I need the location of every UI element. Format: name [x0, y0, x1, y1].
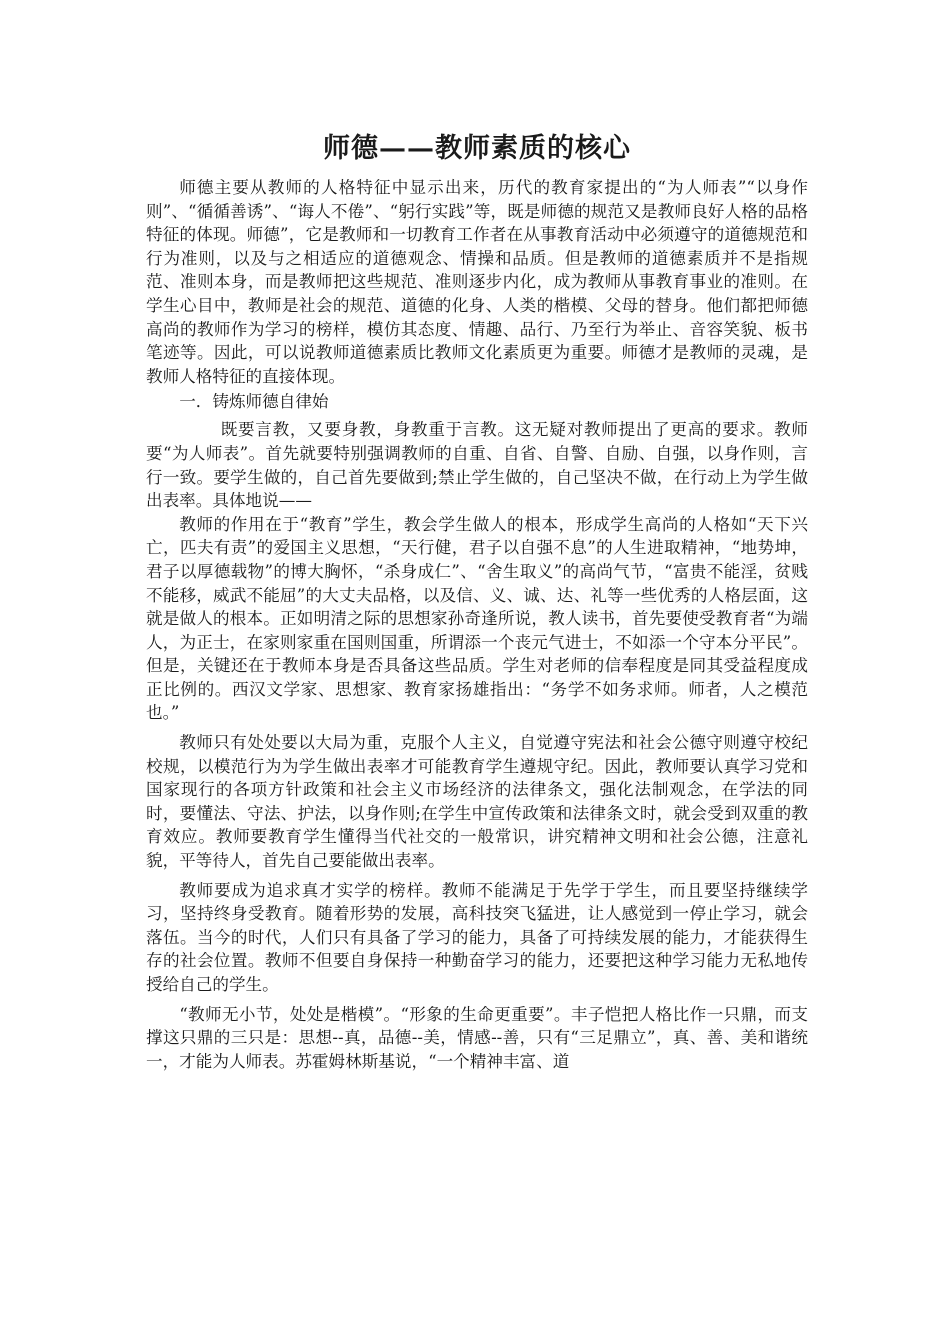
paragraph-no-small-matters: “教师无小节，处处是楷模”。“形象的生命更重要”。丰子恺把人格比作一只鼎，而支撑这只鼎的三只是：思想--真，品德--美，情感--善，只有“三足鼎立”，真、善、美和谐统一，才能为人师表。苏霍姆林斯基说，“一个精神丰富、道 — [146, 1004, 808, 1071]
paragraph-discipline: 教师只有处处要以大局为重，克服个人主义，自觉遵守宪法和社会公德守则遵守校纪校规，以模范行为为学生做出表率才可能教育学生遵规守纪。因此，教师要认真学习党和国家现行的各项方针政策和社会主义市场经济的法律条文，强化法制观念，在学法的同时，要懂法、守法、护法，以身作则;在学生中宣传政策和法律条文时，就会受到双重的教育效应。教师要教育学生懂得当代社交的一般常识，讲究精神文明和社会公德，注意礼貌，平等待人，首先自己要能做出表率。 — [146, 733, 808, 871]
document-title: 师德——教师素质的核心 — [323, 133, 631, 164]
paragraph-learning: 教师要成为追求真才实学的榜样。教师不能满足于先学于学生，而且要坚持继续学习，坚持终身受教育。随着形势的发展，高科技突飞猛进，让人感觉到一停止学习，就会落伍。当今的时代，人们只有具备了学习的能力，具备了可持续发展的能力，才能获得生存的社会位置。教师不但要自身保持一种勤奋学习的能力，还要把这种学习能力无私地传授给自己的学生。 — [146, 880, 808, 994]
section-heading-1: 一．铸炼师德自律始 — [179, 392, 329, 412]
paragraph-section1-lead: 既要言教，又要身教，身教重于言教。这无疑对教师提出了更高的要求。教师要“为人师表”。首先就要特别强调教师的自重、自省、自警、自励、自强，以身作则，言行一致。要学生做的，自己首先要做到;禁止学生做的，自己坚决不做，在行动上为学生做出表率。具体地说—— — [146, 420, 808, 511]
paragraph-intro: 师德主要从教师的人格特征中显示出来，历代的教育家提出的“为人师表”“以身作则”、“循循善诱”、“诲人不倦”、“躬行实践”等，既是师德的规范又是教师良好人格的品格特征的体现。师德”，它是教师和一切教育工作者在从事教育活动中必须遵守的道德规范和行为准则，以及与之相适应的道德观念、情操和品质。但是教师的道德素质并不是指规范、准则本身，而是教师把这些规范、准则逐步内化，成为教师从事教育事业的准则。在学生心目中，教师是社会的规范、道德的化身、人类的楷模、父母的替身。他们都把师德高尚的教师作为学习的榜样，模仿其态度、情趣、品行、乃至行为举止、音容笑貌、板书笔迹等。因此，可以说教师道德素质比教师文化素质更为重要。师德才是教师的灵魂，是教师人格特征的直接体现。 — [146, 178, 808, 386]
document-page — [146, 128, 808, 1073]
paragraph-role-of-teacher: 教师的作用在于“教育”学生，教会学生做人的根本，形成学生高尚的人格如“天下兴亡，匹夫有责”的爱国主义思想，“天行健，君子以自强不息”的人生进取精神，“地势坤，君子以厚德载物”的博大胸怀，“杀身成仁”、“舍生取义”的高尚气节，“富贵不能淫，贫贱不能移，威武不能屈”的大丈夫品格，以及信、义、诚、达、礼等一些优秀的人格层面，这就是做人的根本。正如明清之际的思想家孙奇逢所说，教人读书，首先要使受教育者“为端人，为正士，在家则家重在国则国重，所谓添一个丧元气进士，不如添一个守本分平民”。但是，关键还在于教师本身是否具备这些品质。学生对老师的信奉程度是同其受益程度成正比例的。西汉文学家、思想家、教育家扬雄指出：“务学不如务求师。师者，人之模范也。” — [146, 514, 808, 723]
